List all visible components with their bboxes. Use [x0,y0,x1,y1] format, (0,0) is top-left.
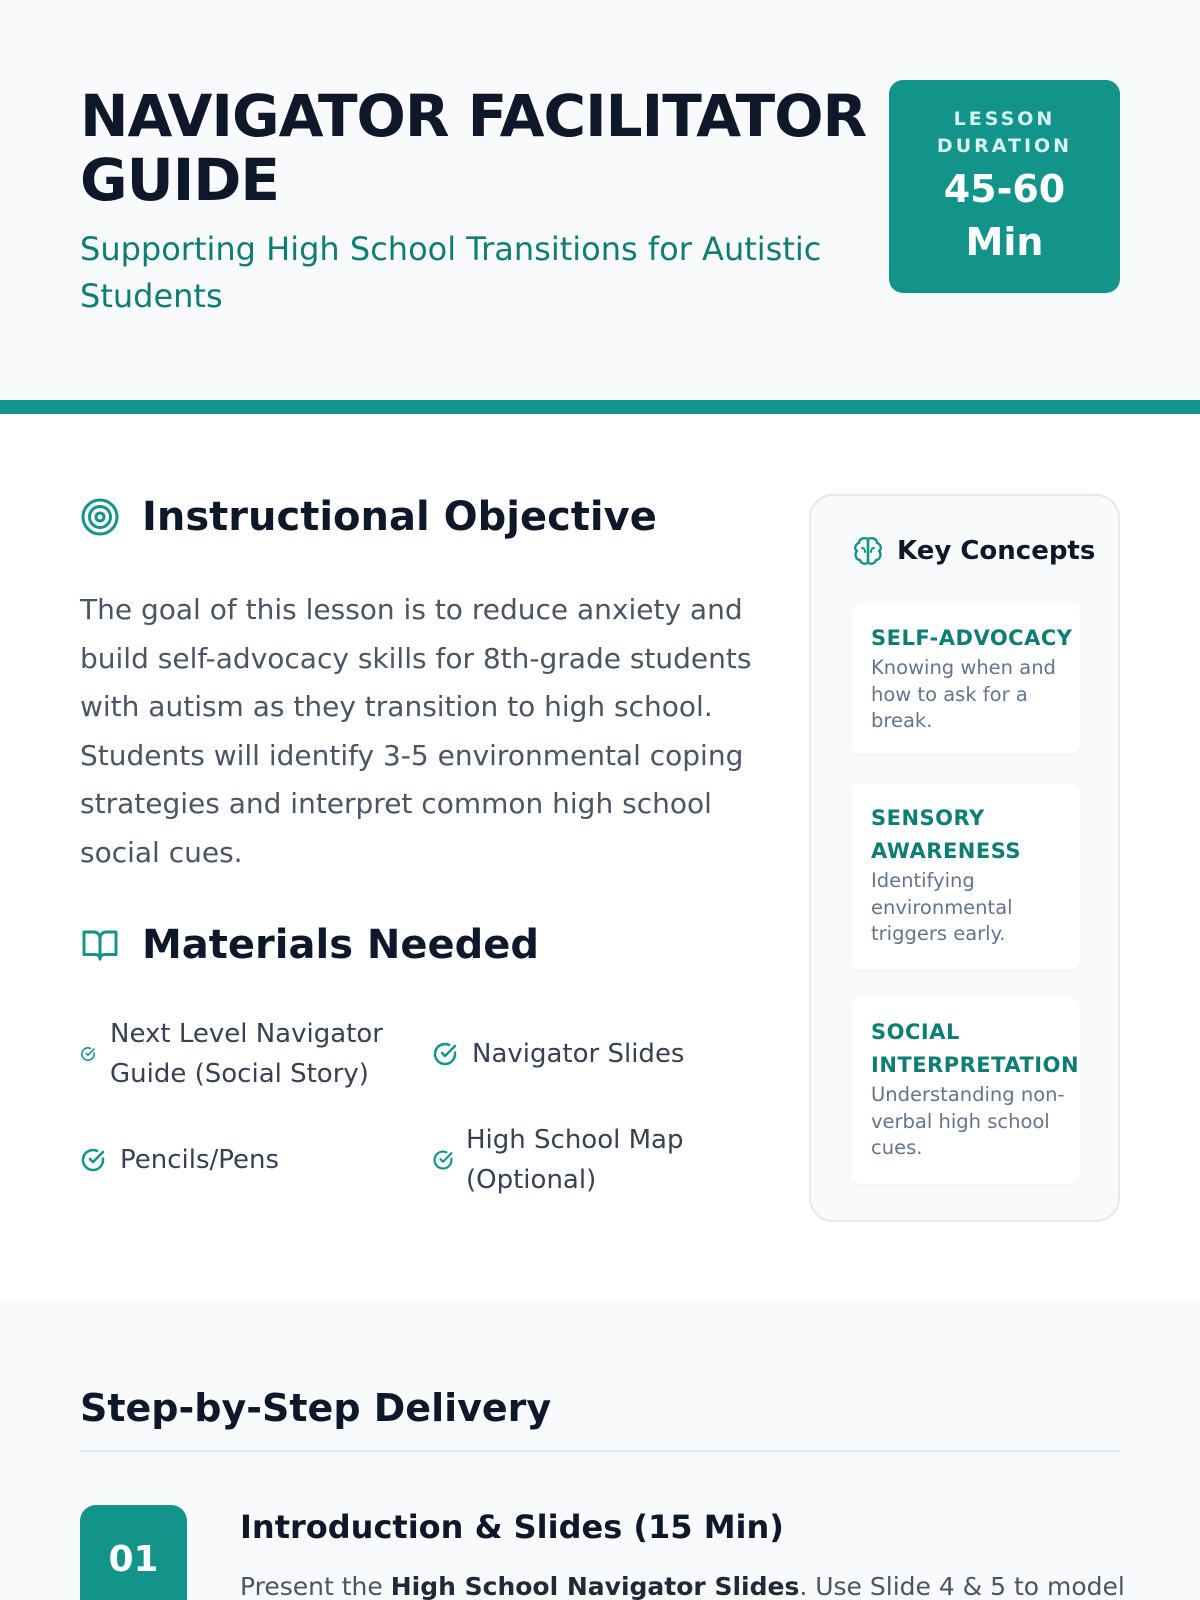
delivery-heading: Step-by-Step Delivery [80,1386,552,1430]
material-label: High School Map (Optional) [466,1125,684,1195]
material-label: Next Level Navigator Guide (Social Story) [110,1019,383,1089]
concept-name: SELF-ADVOCACY [871,626,1073,650]
duration-value-number: 45-60 [943,167,1066,211]
step-title: Introduction & Slides (15 Min) [240,1508,784,1546]
target-icon [80,497,120,537]
material-item [80,1014,400,1094]
objective-heading [80,494,657,540]
key-concepts-heading [851,534,1095,568]
key-concepts-card [809,494,1120,1222]
key-concepts-heading-label: Key Concepts [897,536,1096,566]
concept-name: SENSORY AWARENESS [871,806,1022,863]
material-label: Navigator Slides [472,1039,685,1069]
objective-text: The goal of this lesson is to reduce anxiety and build self-advocacy skills for 8th-grade students with autism as they transition to high school. Students will identify 3-5 environmental coping strategies and interpret common high school social cues. [80,593,752,869]
concept-name: SOCIAL INTERPRETATION [871,1020,1080,1077]
step-text-bold: High School Navigator Slides [390,1572,800,1600]
step-number-badge: 01 [80,1505,187,1600]
concept-item [851,998,1080,1184]
header-accent-bar [0,400,1200,414]
step-text [240,1572,1125,1600]
material-item [432,1034,732,1074]
material-label: Pencils/Pens [120,1145,280,1175]
lesson-duration-badge [889,80,1120,293]
check-circle-icon [80,1046,96,1062]
brain-icon [851,534,885,568]
duration-value-unit: Min [965,220,1044,264]
step-text-part: Present the [240,1572,391,1600]
divider [80,1450,1120,1452]
objective-heading-label: Instructional Objective [142,494,657,540]
concept-item [851,784,1080,970]
step-text-part: . Use Slide 4 & 5 to model [799,1572,1125,1600]
materials-heading [80,922,539,968]
check-circle-icon [80,1147,106,1173]
book-open-icon [80,925,120,965]
material-item [80,1140,400,1180]
page-title: NAVIGATOR FACILITATOR GUIDE [80,82,867,214]
material-item [432,1120,732,1200]
check-circle-icon [432,1041,458,1067]
duration-label: LESSON DURATION [936,108,1073,157]
concept-description: Knowing when and how to ask for a break. [871,656,1056,732]
concept-item [851,604,1080,754]
page-subtitle: Supporting High School Transitions for Autistic Students [80,230,822,315]
concept-description: Understanding non-verbal high school cues. [871,1083,1065,1159]
concept-description: Identifying environmental triggers early. [871,869,1013,945]
materials-heading-label: Materials Needed [142,922,540,968]
check-circle-icon [432,1149,454,1171]
